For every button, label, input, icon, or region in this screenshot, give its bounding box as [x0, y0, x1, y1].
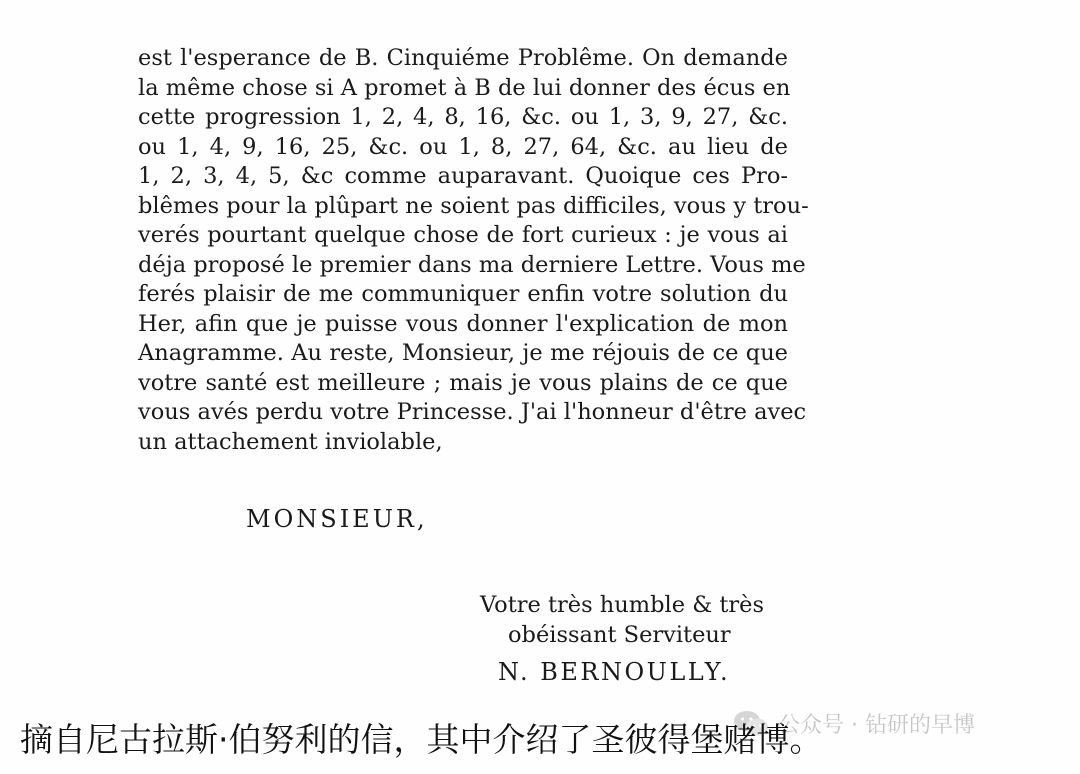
salutation: MONSIEUR, [246, 505, 428, 533]
letter-body [138, 44, 809, 457]
letter-line: déja proposé le premier dans ma derniere Lettre. Vous me [138, 251, 806, 278]
letter-line: ou 1, 4, 9, 16, 25, &c. ou 1, 8, 27, 64, &c. au lieu de [138, 133, 788, 160]
letter-line: est l'esperance de B. Cinquiéme Problême. On demande [138, 45, 788, 71]
letter-line: 1, 2, 3, 4, 5, &c comme auparavant. Quoique ces Pro- [138, 163, 788, 189]
closing-line: obéissant Serviteur [508, 622, 731, 648]
letter-line: la même chose si A promet à B de lui donner des écus en [138, 74, 791, 101]
letter-line: blêmes pour la plûpart ne soient pas difficiles, vous y trou- [138, 192, 809, 219]
letter-line: cette progression 1, 2, 4, 8, 16, &c. ou 1, 3, 9, 27, &c. [138, 104, 788, 130]
caption: 摘自尼古拉斯·伯努利的信，其中介绍了圣彼得堡赌博。 [20, 720, 823, 759]
watermark-text: 公众号 · 钻研的早博 [778, 713, 975, 738]
letter-line: verés pourtant quelque chose de fort curieux : je vous ai [138, 222, 788, 248]
letter-line: vous avés perdu votre Princesse. J'ai l'honneur d'être avec [138, 399, 807, 425]
signature: N. BERNOULLY. [498, 658, 731, 686]
letter-line: votre santé est meilleure ; mais je vous plains de ce que [138, 369, 788, 396]
letter-line: un attachement inviolable, [138, 428, 443, 455]
letter-line: Anagramme. Au reste, Monsieur, je me réjouis de ce que [138, 340, 788, 366]
closing [480, 590, 764, 650]
letter-line: ferés plaisir de me communiquer enfin votre solution du [138, 281, 788, 307]
closing-line: Votre très humble & très [480, 592, 765, 618]
letter-line: Her, afin que je puisse vous donner l'explication de mon [138, 310, 788, 337]
